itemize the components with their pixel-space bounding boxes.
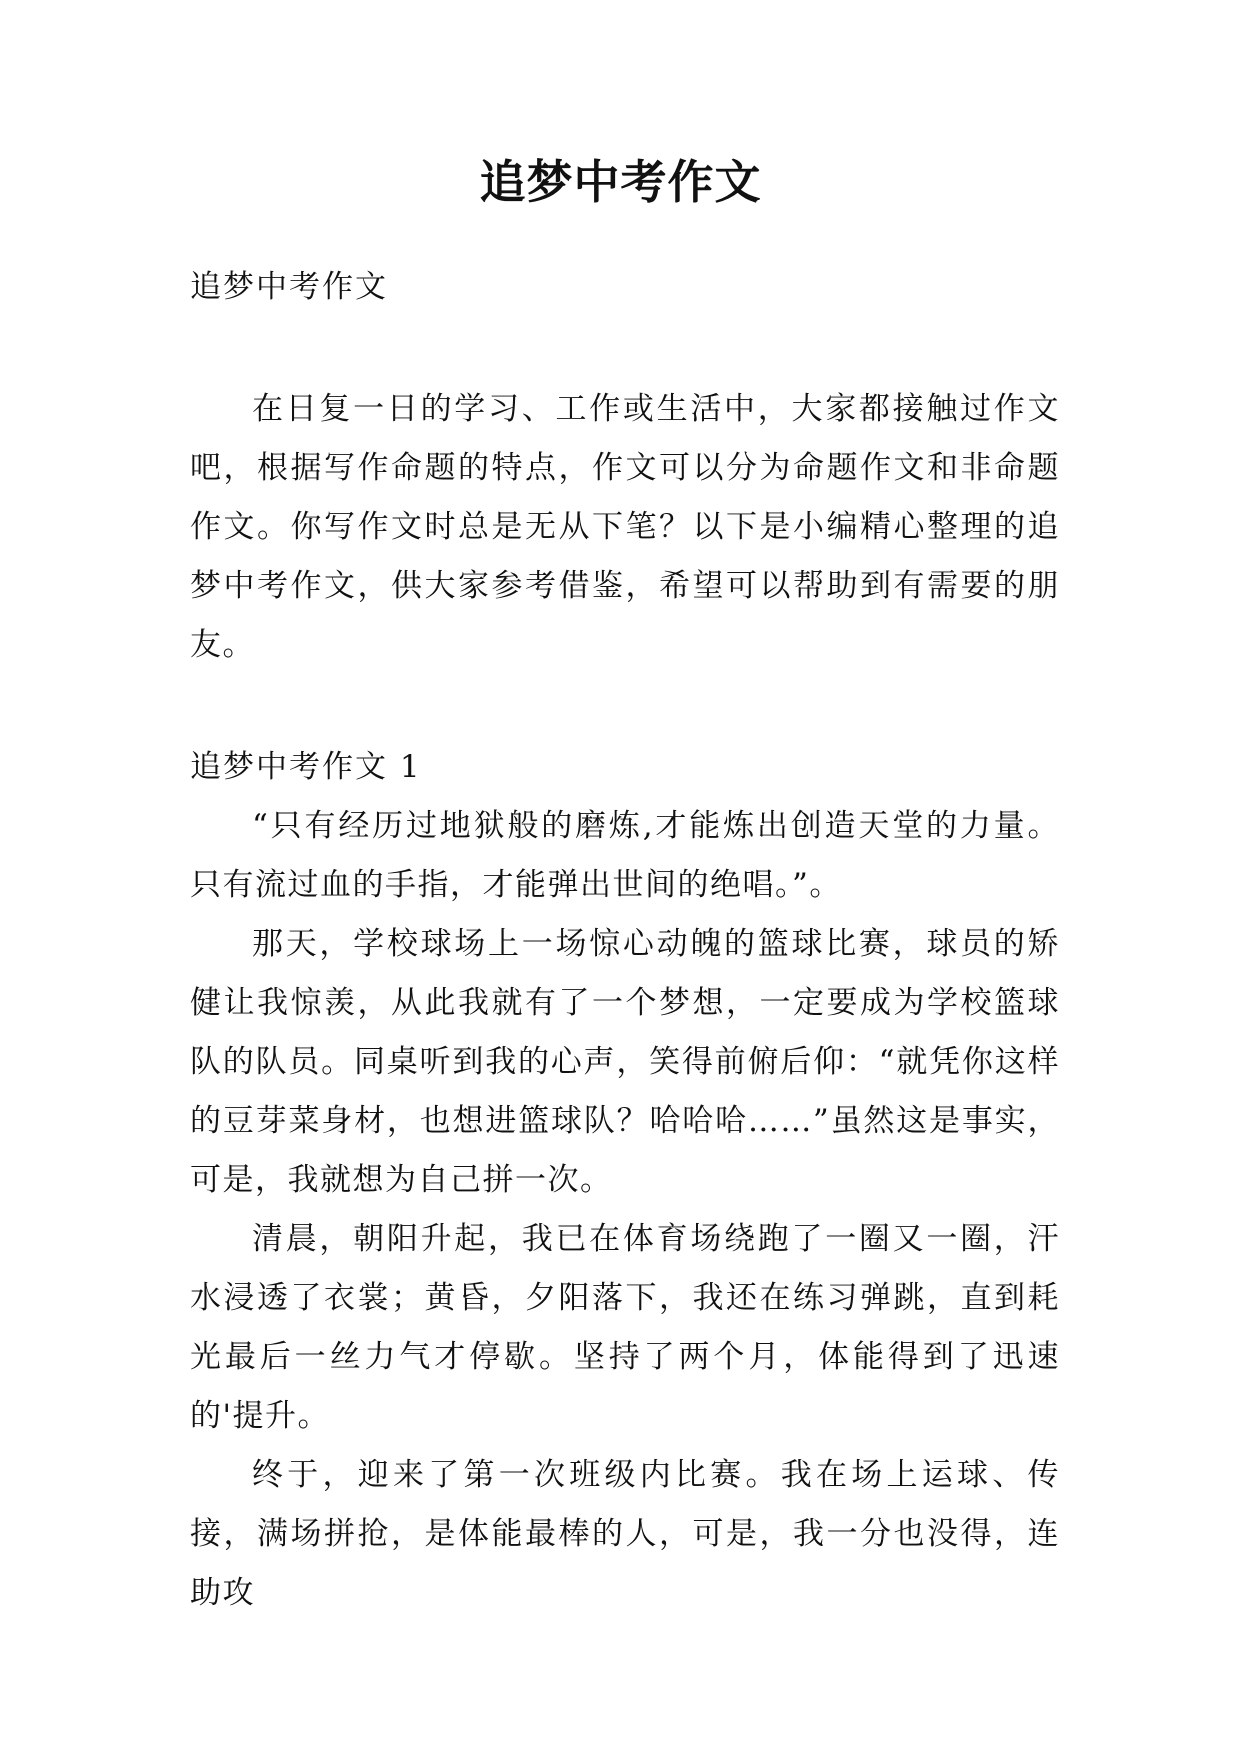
document-subtitle: 追梦中考作文 <box>190 269 388 305</box>
body-paragraph: 那天，学校球场上一场惊心动魄的篮球比赛，球员的矫健让我惊羡，从此我就有了一个梦想，一定要成为学校篮球队的队员。同桌听到我的心声，笑得前俯后仰：“就凭你这样的豆芽菜身材，也想进篮球队？哈哈哈……”虽然这是事实，可是，我就想为自己拼一次。 <box>190 926 1060 1198</box>
spacer <box>190 675 1060 738</box>
body-paragraph: 终于，迎来了第一次班级内比赛。我在场上运球、传接，满场拼抢，是体能最棒的人，可是，我一分也没得，连助攻 <box>190 1457 1060 1611</box>
intro-paragraph: 在日复一日的学习、工作或生活中，大家都接触过作文吧，根据写作命题的特点，作文可以分为命题作文和非命题作文。你写作文时总是无从下笔？以下是小编精心整理的追梦中考作文，供大家参考借鉴，希望可以帮助到有需要的朋友。 <box>190 391 1060 663</box>
document-body <box>190 258 1060 1623</box>
body-paragraph: “只有经历过地狱般的磨炼,才能炼出创造天堂的力量。只有流过血的手指，才能弹出世间的绝唱。”。 <box>190 808 1060 903</box>
section-heading: 追梦中考作文 1 <box>190 749 422 785</box>
body-paragraph: 清晨，朝阳升起，我已在体育场绕跑了一圈又一圈，汗水浸透了衣裳；黄昏，夕阳落下，我还在练习弹跳，直到耗光最后一丝力气才停歇。坚持了两个月，体能得到了迅速的'提升。 <box>190 1221 1060 1434</box>
document-title: 追梦中考作文 <box>479 155 762 209</box>
spacer <box>190 317 1060 380</box>
